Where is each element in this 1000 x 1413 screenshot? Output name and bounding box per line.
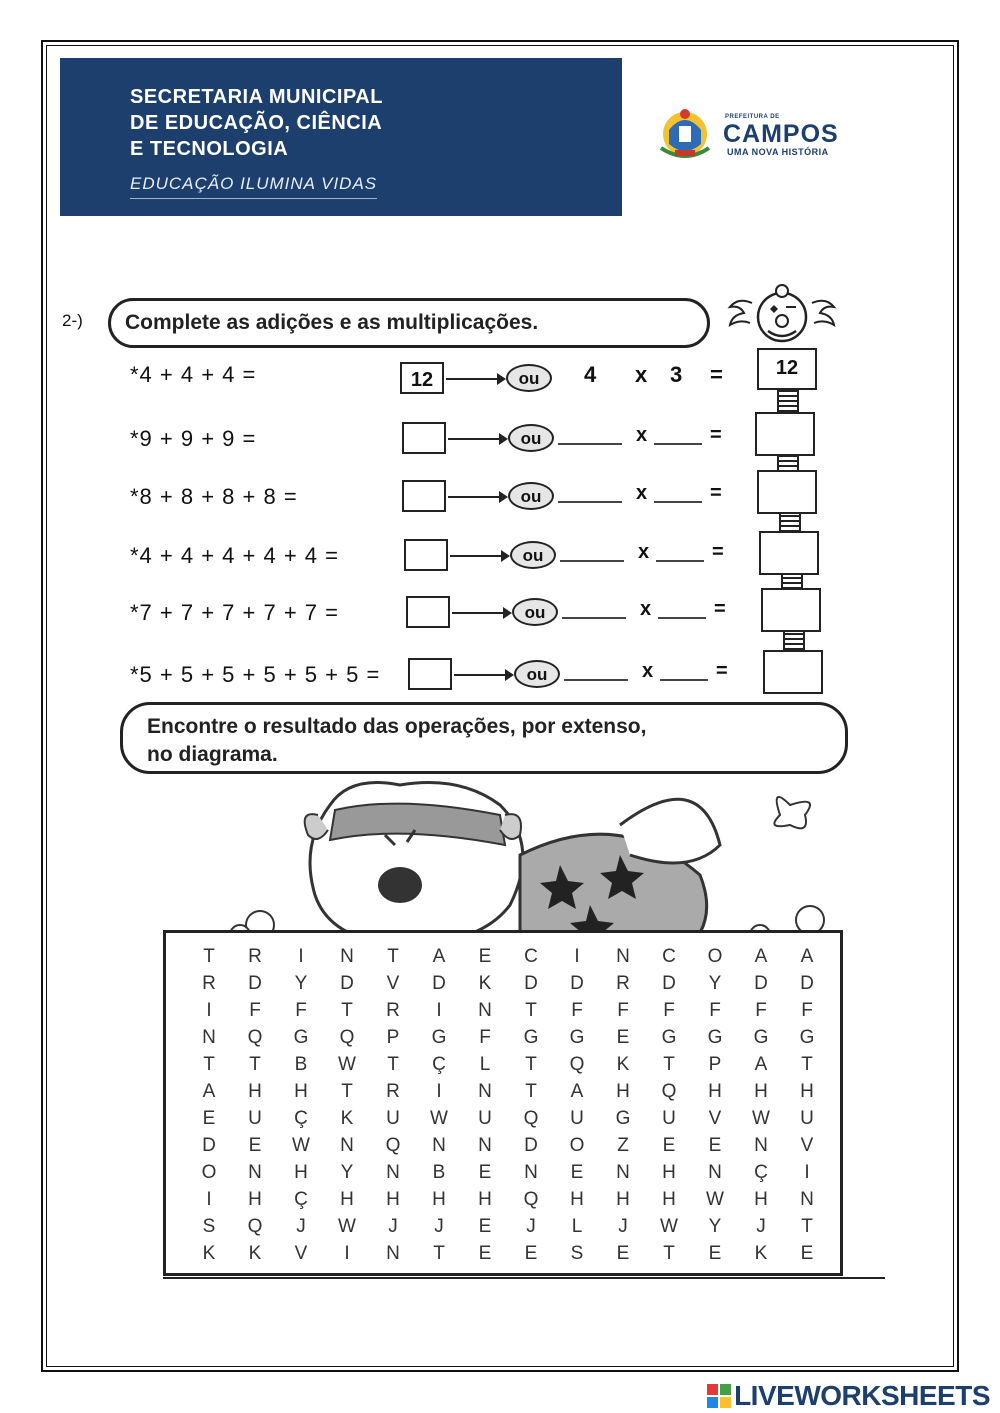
grid-row-5 — [194, 1054, 834, 1080]
ou-label: ou — [508, 482, 554, 510]
grid-cell[interactable]: Y — [340, 1162, 354, 1183]
grid-cell[interactable]: U — [662, 1108, 676, 1129]
grid-cell[interactable]: N — [478, 1081, 492, 1102]
grid-cell[interactable]: I — [206, 1189, 212, 1210]
grid-cell[interactable]: P — [386, 1027, 400, 1048]
factor-a: 4 — [584, 362, 597, 387]
equation-row-5 — [130, 656, 850, 696]
grid-cell[interactable]: T — [341, 1081, 353, 1102]
banner-title-line-1: SECRETARIA MUNICIPAL — [130, 86, 383, 108]
spring-icon — [783, 632, 805, 650]
grid-cell[interactable]: K — [340, 1108, 354, 1129]
grid-cell[interactable]: W — [706, 1189, 724, 1210]
grid-cell[interactable]: W — [430, 1108, 448, 1129]
grid-cell[interactable]: K — [248, 1243, 262, 1264]
grid-row-10 — [194, 1189, 834, 1215]
grid-cell[interactable]: E — [478, 1216, 492, 1237]
grid-cell[interactable]: D — [524, 1135, 538, 1156]
equation-lhs: *4 + 4 + 4 = — [130, 362, 257, 387]
equals-sign: = — [712, 541, 724, 563]
equation-row-example — [130, 356, 850, 396]
grid-cell[interactable]: I — [804, 1162, 810, 1183]
grid-cell[interactable]: T — [663, 1054, 675, 1075]
grid-cell[interactable]: F — [571, 1000, 583, 1021]
grid-cell[interactable]: O — [569, 1135, 585, 1156]
times-sign: x — [636, 482, 648, 504]
grid-cell[interactable]: T — [203, 1054, 215, 1075]
grid-cell[interactable]: Z — [617, 1135, 629, 1156]
grid-row-9 — [194, 1162, 834, 1188]
sum-answer-input[interactable] — [404, 539, 448, 571]
grid-row-6 — [194, 1081, 834, 1107]
grid-cell[interactable]: W — [338, 1054, 356, 1075]
grid-row-1 — [194, 946, 834, 972]
grid-cell[interactable]: O — [201, 1162, 217, 1183]
grid-cell[interactable]: E — [708, 1243, 722, 1264]
factor-a-input[interactable] — [564, 678, 628, 681]
grid-cell[interactable]: T — [387, 946, 399, 967]
sum-answer-input[interactable] — [402, 422, 446, 454]
grid-cell[interactable]: U — [248, 1108, 262, 1129]
grid-cell[interactable]: R — [248, 946, 262, 967]
grid-cell[interactable]: N — [386, 1243, 400, 1264]
grid-cell[interactable]: T — [341, 1000, 353, 1021]
banner-slogan: EDUCAÇÃO ILUMINA VIDAS — [130, 174, 377, 199]
grid-cell[interactable]: E — [478, 1162, 492, 1183]
grid-cell[interactable]: E — [800, 1243, 814, 1264]
grid-cell[interactable]: G — [615, 1108, 631, 1129]
grid-cell[interactable]: Ç — [432, 1054, 446, 1075]
product-answer-input[interactable] — [759, 531, 819, 575]
sum-answer-box: 12 — [400, 362, 444, 394]
banner-title — [130, 84, 590, 162]
factor-b-input[interactable] — [660, 678, 708, 681]
grid-cell[interactable]: K — [478, 973, 492, 994]
grid-cell[interactable]: N — [478, 1135, 492, 1156]
grid-cell[interactable]: N — [340, 946, 354, 967]
grid-cell[interactable]: E — [616, 1243, 630, 1264]
grid-cell[interactable]: H — [340, 1189, 354, 1210]
grid-row-8 — [194, 1135, 834, 1161]
grid-row-11 — [194, 1216, 834, 1242]
equation-lhs: *9 + 9 + 9 = — [130, 426, 257, 451]
product-answer-box: 12 — [757, 348, 817, 390]
factor-b-input[interactable] — [658, 616, 706, 619]
header-banner — [60, 58, 622, 216]
sum-answer-input[interactable] — [408, 658, 452, 690]
grid-cell[interactable]: F — [709, 1000, 721, 1021]
grid-cell[interactable]: D — [662, 973, 676, 994]
equation-lhs: *7 + 7 + 7 + 7 + 7 = — [130, 600, 339, 625]
grid-cell[interactable]: A — [432, 946, 446, 967]
grid-cell[interactable]: W — [338, 1216, 356, 1237]
equation-row-4 — [130, 594, 850, 634]
arrow-icon — [448, 438, 506, 440]
grid-cell[interactable]: A — [202, 1081, 216, 1102]
grid-cell[interactable]: G — [523, 1027, 539, 1048]
grid-cell[interactable]: H — [662, 1162, 676, 1183]
grid-cell[interactable]: K — [754, 1243, 768, 1264]
grid-cell[interactable]: D — [340, 973, 354, 994]
grid-cell[interactable]: W — [660, 1216, 678, 1237]
grid-cell[interactable]: W — [752, 1108, 770, 1129]
grid-cell[interactable]: Q — [247, 1216, 263, 1237]
ou-label: ou — [510, 541, 556, 569]
grid-cell[interactable]: B — [294, 1054, 308, 1075]
liveworksheets-logo-icon — [707, 1384, 731, 1408]
banner-title-line-2: DE EDUCAÇÃO, CIÊNCIA — [130, 112, 383, 134]
grid-cell[interactable]: N — [524, 1162, 538, 1183]
grid-cell[interactable]: Q — [569, 1054, 585, 1075]
grid-cell[interactable]: S — [202, 1216, 216, 1237]
grid-cell[interactable]: N — [616, 1162, 630, 1183]
grid-cell[interactable]: L — [571, 1216, 583, 1237]
grid-cell[interactable]: G — [799, 1027, 815, 1048]
grid-cell[interactable]: G — [569, 1027, 585, 1048]
grid-cell[interactable]: A — [754, 1054, 768, 1075]
grid-cell[interactable]: E — [662, 1135, 676, 1156]
logo-subtitle: UMA NOVA HISTÓRIA — [727, 147, 829, 157]
grid-cell[interactable]: R — [386, 1000, 400, 1021]
grid-cell[interactable]: N — [478, 1000, 492, 1021]
prefeitura-logo — [655, 104, 905, 164]
liveworksheets-footer[interactable] — [707, 1380, 990, 1412]
equation-row-3 — [130, 537, 850, 577]
equals-sign: = — [710, 482, 722, 504]
instruction-2-line-2: no diagrama. — [147, 743, 278, 766]
equation-row-1 — [130, 420, 850, 460]
equation-lhs: *4 + 4 + 4 + 4 + 4 = — [130, 543, 339, 568]
grid-cell[interactable]: C — [662, 946, 676, 967]
grid-cell[interactable]: H — [248, 1081, 262, 1102]
grid-cell[interactable]: T — [801, 1054, 813, 1075]
product-answer-input[interactable] — [755, 412, 815, 456]
equation-lhs: *8 + 8 + 8 + 8 = — [130, 484, 298, 509]
grid-cell[interactable]: E — [708, 1135, 722, 1156]
ou-label: ou — [514, 660, 560, 688]
girl-illustration-icon — [200, 775, 860, 955]
grid-cell[interactable]: G — [753, 1027, 769, 1048]
grid-cell[interactable]: D — [570, 973, 584, 994]
grid-cell[interactable]: J — [526, 1216, 536, 1237]
grid-cell[interactable]: L — [479, 1054, 491, 1075]
instruction-bubble-1 — [108, 298, 710, 348]
ou-label: ou — [506, 364, 552, 392]
grid-cell[interactable]: H — [800, 1081, 814, 1102]
factor-b-input[interactable] — [654, 500, 702, 503]
grid-cell[interactable]: H — [386, 1189, 400, 1210]
grid-cell[interactable]: T — [525, 1081, 537, 1102]
grid-cell[interactable]: J — [618, 1216, 628, 1237]
factor-a-input[interactable] — [560, 559, 624, 562]
grid-cell[interactable]: V — [386, 973, 400, 994]
grid-cell[interactable]: Ç — [294, 1189, 308, 1210]
grid-cell[interactable]: R — [616, 973, 630, 994]
sum-answer-input[interactable] — [402, 480, 446, 512]
times-sign: x — [635, 362, 648, 387]
arrow-icon — [446, 378, 504, 380]
grid-cell[interactable]: E — [248, 1135, 262, 1156]
grid-cell[interactable]: Y — [708, 1216, 722, 1237]
grid-cell[interactable]: Y — [708, 973, 722, 994]
grid-cell[interactable]: U — [800, 1108, 814, 1129]
grid-cell[interactable]: D — [432, 973, 446, 994]
grid-cell[interactable]: H — [754, 1189, 768, 1210]
grid-cell[interactable]: G — [661, 1027, 677, 1048]
grid-cell[interactable]: G — [707, 1027, 723, 1048]
grid-cell[interactable]: U — [386, 1108, 400, 1129]
grid-cell[interactable]: H — [248, 1189, 262, 1210]
grid-cell[interactable]: T — [663, 1243, 675, 1264]
grid-cell[interactable]: A — [800, 946, 814, 967]
grid-cell[interactable]: C — [524, 946, 538, 967]
clown-icon — [712, 283, 852, 349]
instruction-1-text: Complete as adições e as multiplicações. — [125, 311, 539, 334]
grid-cell[interactable]: F — [755, 1000, 767, 1021]
grid-cell[interactable]: A — [570, 1081, 584, 1102]
factor-b: 3 — [670, 362, 683, 387]
ou-label: ou — [508, 424, 554, 452]
factor-a-input[interactable] — [558, 500, 622, 503]
grid-cell[interactable]: H — [616, 1189, 630, 1210]
banner-title-line-3: E TECNOLOGIA — [130, 138, 289, 160]
grid-cell[interactable]: K — [202, 1243, 216, 1264]
equals-sign: = — [710, 362, 723, 387]
grid-cell[interactable]: Ç — [294, 1108, 308, 1129]
times-sign: x — [642, 660, 654, 682]
grid-cell[interactable]: N — [202, 1027, 216, 1048]
grid-cell[interactable]: Q — [661, 1081, 677, 1102]
equals-sign: = — [716, 660, 728, 682]
footer-brand: LIVEWORKSHEETS — [734, 1380, 990, 1411]
grid-cell[interactable]: V — [800, 1135, 814, 1156]
grid-cell[interactable]: Ç — [754, 1162, 768, 1183]
grid-cell[interactable]: H — [432, 1189, 446, 1210]
grid-cell[interactable]: H — [294, 1162, 308, 1183]
equation-row-2 — [130, 478, 850, 518]
spring-icon — [777, 456, 799, 472]
grid-cell[interactable]: T — [801, 1216, 813, 1237]
product-answer-input[interactable] — [757, 470, 817, 514]
arrow-icon — [454, 674, 512, 676]
grid-cell[interactable]: H — [754, 1081, 768, 1102]
grid-cell[interactable]: Q — [247, 1027, 263, 1048]
times-sign: x — [638, 541, 650, 563]
grid-cell[interactable]: E — [570, 1162, 584, 1183]
grid-cell[interactable]: A — [754, 946, 768, 967]
factor-a-input[interactable] — [558, 442, 622, 445]
factor-b-input[interactable] — [656, 559, 704, 562]
grid-cell[interactable]: I — [344, 1243, 350, 1264]
grid-cell[interactable]: W — [292, 1135, 310, 1156]
times-sign: x — [636, 424, 648, 446]
grid-row-7 — [194, 1108, 834, 1134]
grid-cell[interactable]: E — [478, 946, 492, 967]
grid-cell[interactable]: E — [478, 1243, 492, 1264]
spring-icon — [777, 390, 799, 412]
instruction-2-line-1: Encontre o resultado das operações, por extenso, — [147, 715, 647, 738]
grid-cell[interactable]: T — [387, 1054, 399, 1075]
logo-small-text: PREFEITURA DE — [725, 114, 780, 120]
arrow-icon — [448, 496, 506, 498]
grid-cell[interactable]: T — [525, 1054, 537, 1075]
word-search-grid — [163, 930, 843, 1276]
grid-cell[interactable]: E — [524, 1243, 538, 1264]
factor-b-input[interactable] — [654, 442, 702, 445]
grid-row-3 — [194, 1000, 834, 1026]
arrow-icon — [450, 555, 508, 557]
grid-cell[interactable]: Q — [339, 1027, 355, 1048]
grid-cell[interactable]: H — [570, 1189, 584, 1210]
grid-cell[interactable]: F — [617, 1000, 629, 1021]
grid-cell[interactable]: S — [570, 1243, 584, 1264]
grid-cell[interactable]: Q — [523, 1108, 539, 1129]
instruction-bubble-2 — [120, 702, 848, 774]
grid-cell[interactable]: R — [202, 973, 216, 994]
grid-cell[interactable]: T — [249, 1054, 261, 1075]
grid-cell[interactable]: N — [340, 1135, 354, 1156]
grid-cell[interactable]: U — [570, 1108, 584, 1129]
grid-cell[interactable]: H — [294, 1081, 308, 1102]
grid-cell[interactable]: G — [431, 1027, 447, 1048]
grid-cell[interactable]: D — [800, 973, 814, 994]
grid-cell[interactable]: Y — [294, 973, 308, 994]
grid-cell[interactable]: B — [432, 1162, 446, 1183]
times-sign: x — [640, 598, 652, 620]
grid-cell[interactable]: H — [662, 1189, 676, 1210]
spring-icon — [779, 514, 801, 532]
grid-cell[interactable]: D — [248, 973, 262, 994]
product-answer-input[interactable] — [761, 588, 821, 632]
grid-cell[interactable]: J — [296, 1216, 306, 1237]
grid-cell[interactable]: J — [434, 1216, 444, 1237]
grid-cell[interactable]: K — [616, 1054, 630, 1075]
sum-answer-input[interactable] — [406, 596, 450, 628]
logo-campos-text: CAMPOS — [723, 120, 839, 148]
grid-row-4 — [194, 1027, 834, 1053]
grid-cell[interactable]: F — [249, 1000, 261, 1021]
factor-a-input[interactable] — [562, 616, 626, 619]
grid-cell[interactable]: H — [708, 1081, 722, 1102]
grid-cell[interactable]: I — [436, 1081, 442, 1102]
grid-cell[interactable]: V — [708, 1108, 722, 1129]
grid-cell[interactable]: J — [756, 1216, 766, 1237]
arrow-icon — [452, 612, 510, 614]
grid-cell[interactable]: N — [386, 1162, 400, 1183]
grid-cell[interactable]: J — [388, 1216, 398, 1237]
grid-cell[interactable]: F — [295, 1000, 307, 1021]
grid-cell[interactable]: E — [202, 1108, 216, 1129]
grid-cell[interactable]: V — [294, 1243, 308, 1264]
grid-cell[interactable]: F — [663, 1000, 675, 1021]
grid-cell[interactable]: T — [203, 946, 215, 967]
grid-cell[interactable]: Q — [523, 1189, 539, 1210]
grid-cell[interactable]: N — [708, 1162, 722, 1183]
grid-row-2 — [194, 973, 834, 999]
grid-cell[interactable]: D — [524, 973, 538, 994]
grid-cell[interactable]: E — [616, 1027, 630, 1048]
grid-baseline — [163, 1277, 885, 1279]
equals-sign: = — [714, 598, 726, 620]
grid-cell[interactable]: N — [248, 1162, 262, 1183]
product-answer-input[interactable] — [763, 650, 823, 694]
grid-cell[interactable]: F — [801, 1000, 813, 1021]
grid-cell[interactable]: P — [708, 1054, 722, 1075]
ou-label: ou — [512, 598, 558, 626]
grid-row-12 — [194, 1243, 834, 1269]
grid-cell[interactable]: U — [478, 1108, 492, 1129]
grid-cell[interactable]: N — [754, 1135, 768, 1156]
question-number: 2-) — [62, 311, 83, 330]
grid-cell[interactable]: T — [525, 1000, 537, 1021]
grid-cell[interactable]: N — [616, 946, 630, 967]
grid-cell[interactable]: I — [574, 946, 580, 967]
grid-cell[interactable]: H — [616, 1081, 630, 1102]
grid-cell[interactable]: F — [479, 1027, 491, 1048]
grid-cell[interactable]: N — [432, 1135, 446, 1156]
grid-cell[interactable]: T — [433, 1243, 445, 1264]
grid-cell[interactable]: H — [478, 1189, 492, 1210]
grid-cell[interactable]: N — [800, 1189, 814, 1210]
equation-lhs: *5 + 5 + 5 + 5 + 5 + 5 = — [130, 662, 381, 687]
grid-cell[interactable]: Q — [385, 1135, 401, 1156]
spring-icon — [781, 575, 803, 589]
grid-cell[interactable]: G — [293, 1027, 309, 1048]
city-seal-icon — [655, 104, 715, 162]
equals-sign: = — [710, 424, 722, 446]
grid-cell[interactable]: R — [386, 1081, 400, 1102]
grid-cell[interactable]: I — [298, 946, 304, 967]
grid-cell[interactable]: I — [436, 1000, 442, 1021]
grid-cell[interactable]: D — [754, 973, 768, 994]
grid-cell[interactable]: I — [206, 1000, 212, 1021]
grid-cell[interactable]: O — [707, 946, 723, 967]
grid-cell[interactable]: D — [202, 1135, 216, 1156]
